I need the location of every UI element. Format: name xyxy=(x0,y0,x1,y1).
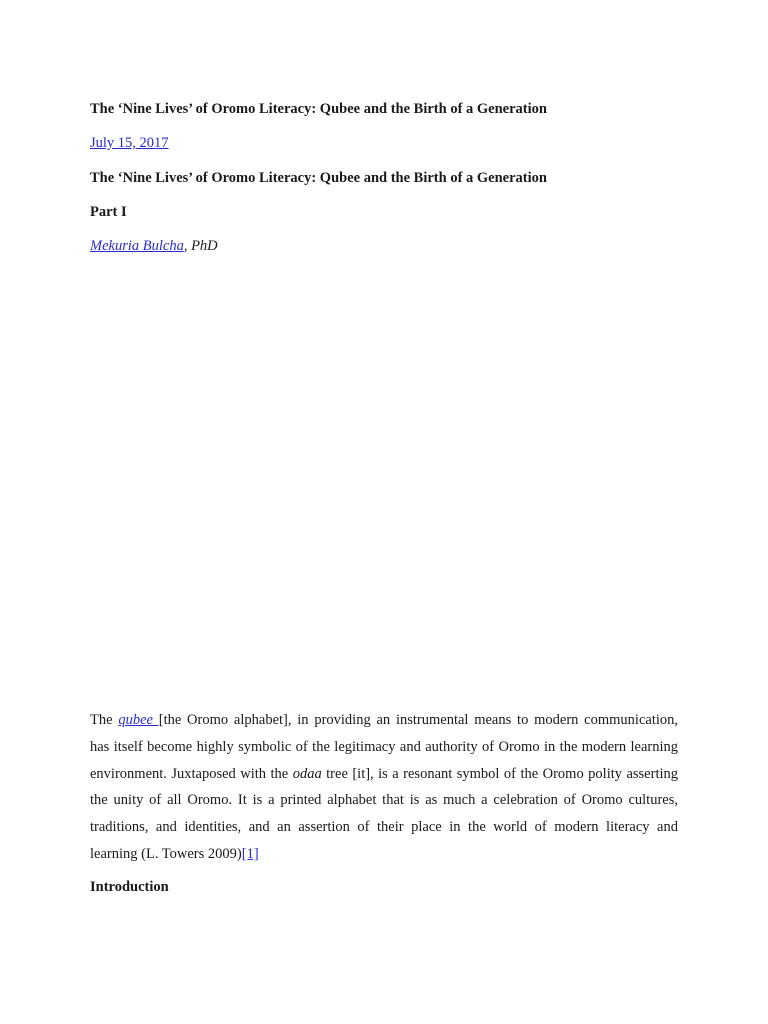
odaa-term: odaa xyxy=(292,765,322,782)
paragraph-line xyxy=(90,707,678,734)
date-link[interactable]: July 15, 2017 xyxy=(90,135,169,151)
article-title: The ‘Nine Lives’ of Oromo Literacy: Qubee and the Birth of a Generation xyxy=(90,101,547,117)
author-line xyxy=(90,238,218,255)
qubee-link[interactable]: qubee xyxy=(118,712,159,728)
document-page xyxy=(90,0,678,1024)
paragraph-line: the unity of all Oromo. It is a printed alphabet that is as much a celebration of Oromo cultures, xyxy=(90,792,678,809)
footnote-link[interactable]: [1] xyxy=(241,845,259,862)
text-run: environment. Juxtaposed with the xyxy=(90,765,293,782)
paragraph-line: traditions, and identities, and an assertion of their place in the world of modern literacy and xyxy=(90,819,678,836)
text-run: The xyxy=(90,712,119,728)
part-label: Part I xyxy=(90,204,127,220)
article-title-repeat: The ‘Nine Lives’ of Oromo Literacy: Qubee and the Birth of a Generation xyxy=(90,170,547,186)
paragraph-line: has itself become highly symbolic of the legitimacy and authority of Oromo in the modern learning xyxy=(90,738,678,755)
author-link[interactable]: Mekuria Bulcha xyxy=(90,238,184,254)
paragraph-line xyxy=(90,841,678,868)
text-run: [the Oromo alphabet], in providing an instrumental means to modern communication, xyxy=(158,712,678,728)
date-line xyxy=(90,135,169,152)
text-run: tree [it], is a resonant symbol of the Oromo polity asserting xyxy=(321,765,678,782)
section-heading: Introduction xyxy=(90,879,169,895)
author-suffix: , PhD xyxy=(183,238,218,254)
intro-paragraph xyxy=(90,707,678,868)
paragraph-line xyxy=(90,761,678,788)
text-run: learning (L. Towers 2009) xyxy=(90,845,242,862)
